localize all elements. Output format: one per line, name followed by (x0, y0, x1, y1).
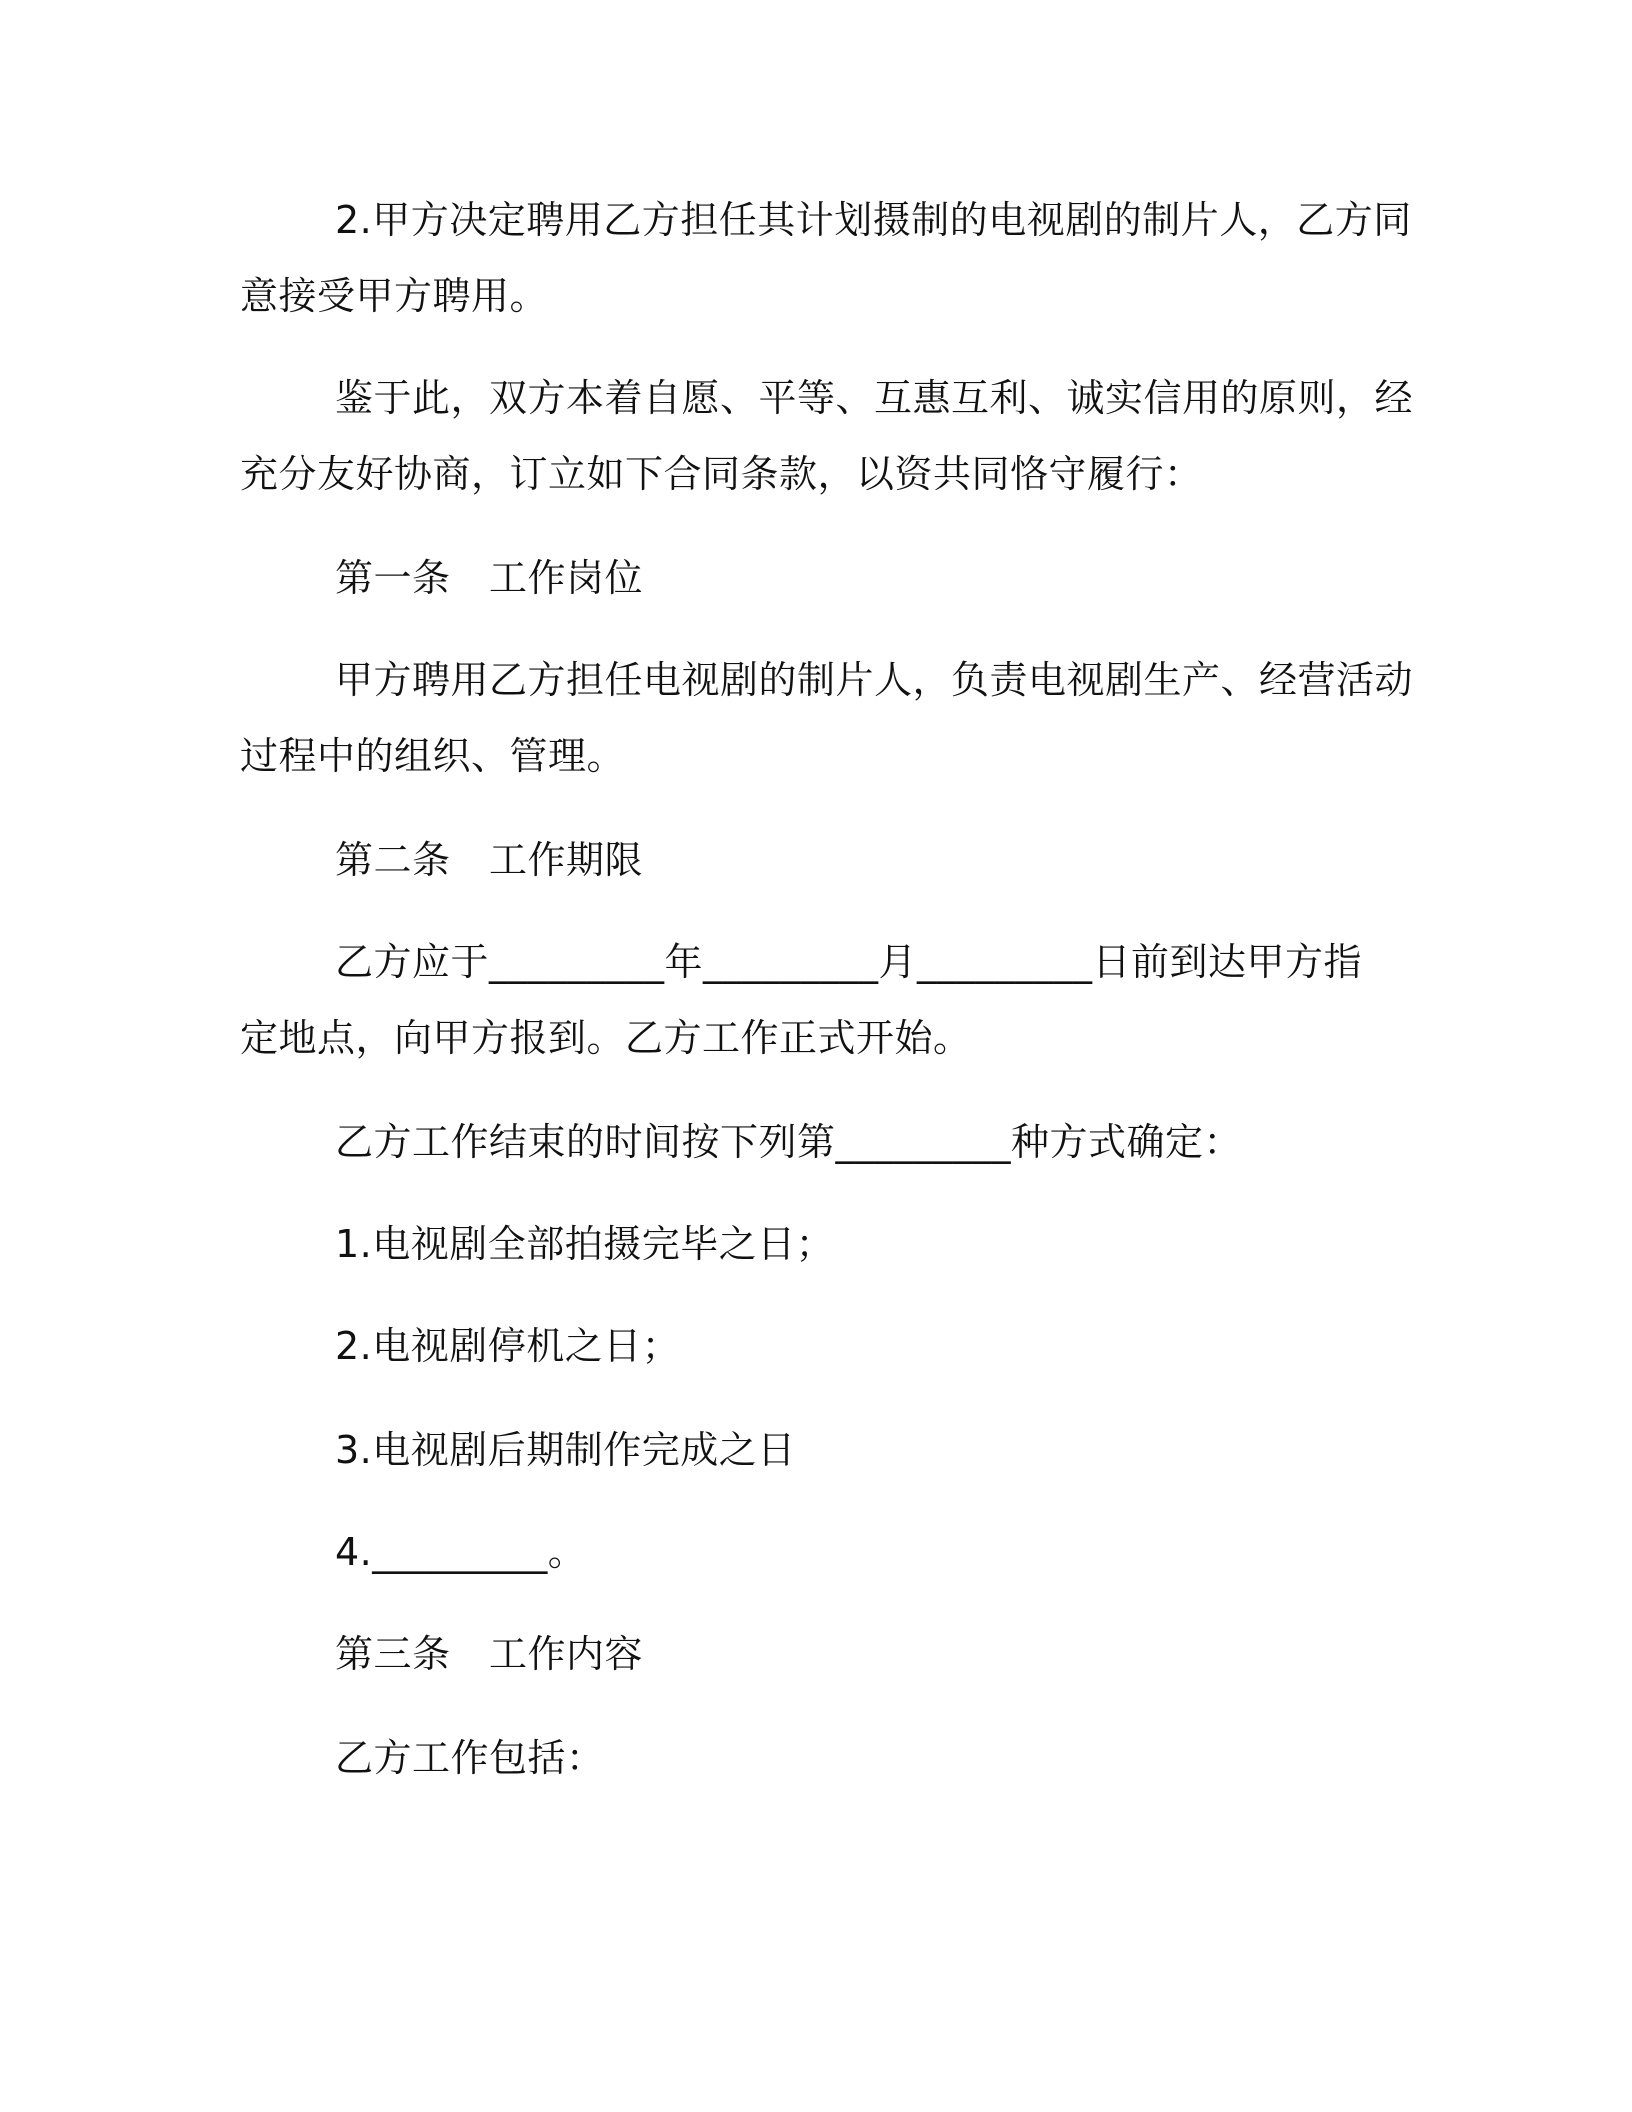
section-heading: 第一条 工作岗位 (335, 556, 644, 600)
paragraph-line: 鉴于此，双方本着自愿、平等、互惠互利、诚实信用的原则，经 (335, 376, 1414, 420)
list-item: 1.电视剧全部拍摄完毕之日； (335, 1222, 835, 1266)
list-item: 4._________。 (335, 1530, 587, 1574)
section-heading: 第三条 工作内容 (335, 1632, 644, 1676)
paragraph-line: 乙方工作包括： (335, 1736, 605, 1780)
list-item: 2.电视剧停机之日； (335, 1324, 681, 1368)
paragraph-line: 甲方聘用乙方担任电视剧的制片人，负责电视剧生产、经营活动 (335, 658, 1414, 702)
paragraph-line: 充分友好协商，订立如下合同条款，以资共同恪守履行： (240, 452, 1203, 496)
paragraph-line: 乙方工作结束的时间按下列第_________种方式确定： (335, 1120, 1243, 1164)
paragraph-line: 过程中的组织、管理。 (240, 734, 626, 778)
paragraph-line: 2.甲方决定聘用乙方担任其计划摄制的电视剧的制片人，乙方同 (335, 198, 1412, 242)
list-item: 3.电视剧后期制作完成之日 (335, 1428, 796, 1472)
paragraph-line: 意接受甲方聘用。 (240, 274, 549, 318)
paragraph-line: 定地点，向甲方报到。乙方工作正式开始。 (240, 1016, 972, 1060)
section-heading: 第二条 工作期限 (335, 838, 644, 882)
paragraph-line: 乙方应于_________年_________月_________日前到达甲方指 (335, 940, 1363, 984)
